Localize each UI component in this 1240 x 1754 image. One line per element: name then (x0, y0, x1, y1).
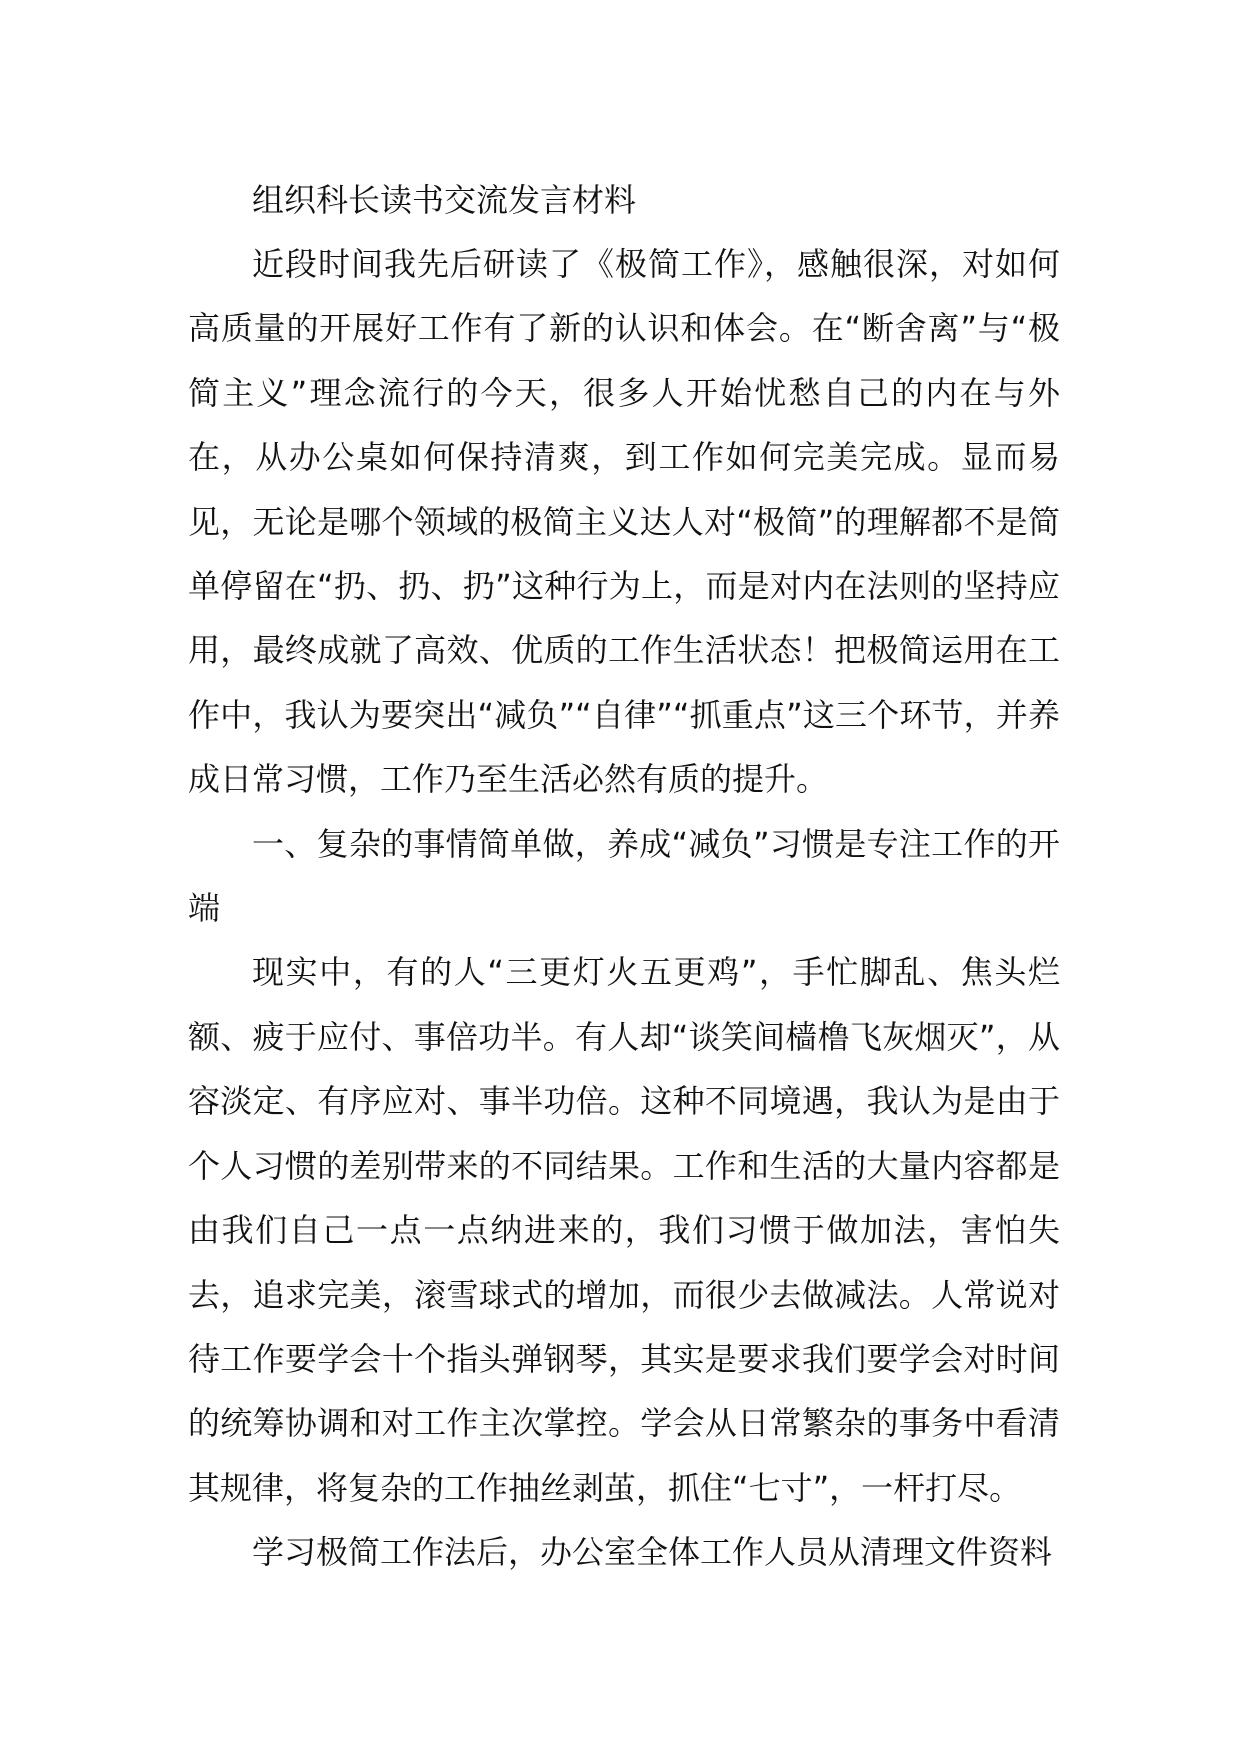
section-heading-1: 一、复杂的事情简单做，养成“减负”习惯是专注工作的开端 (188, 824, 1060, 928)
paragraph-intro: 近段时间我先后研读了《极简工作》，感触很深，对如何高质量的开展好工作有了新的认识和体会。在“断舍离”与“极简主义”理念流行的今天，很多人开始忧愁自己的内在与外在，从办公桌如何保持清爽，到工作如何完美完成。显而易见，无论是哪个领域的极简主义达人对“极简”的理解都不是简单停留在“扔、扔、扔”这种行为上，而是对内在法则的坚持应用，最终成就了高效、优质的工作生活状态！把极简运用在工作中，我认为要突出“减负”“自律”“抓重点”这三个环节，并养成日常习惯，工作乃至生活必然有质的提升。 (188, 245, 1060, 799)
document-body (188, 168, 1060, 1585)
paragraph-reality: 现实中，有的人“三更灯火五更鸡”，手忙脚乱、焦头烂额、疲于应付、事倍功半。有人却“谈笑间樯橹飞灰烟灭”，从容淡定、有序应对、事半功倍。这种不同境遇，我认为是由于个人习惯的差别带来的不同结果。工作和生活的大量内容都是由我们自己一点一点纳进来的，我们习惯于做加法，害怕失去，追求完美，滚雪球式的增加，而很少去做减法。人常说对待工作要学会十个指头弹钢琴，其实是要求我们要学会对时间的统筹协调和对工作主次掌控。学会从日常繁杂的事务中看清其规律，将复杂的工作抽丝剥茧，抓住“七寸”，一杆打尽。 (188, 953, 1060, 1507)
paragraph-learning: 学习极简工作法后，办公室全体工作人员从清理文件资料 (252, 1533, 1053, 1572)
document-title: 组织科长读书交流发言材料 (252, 181, 637, 219)
